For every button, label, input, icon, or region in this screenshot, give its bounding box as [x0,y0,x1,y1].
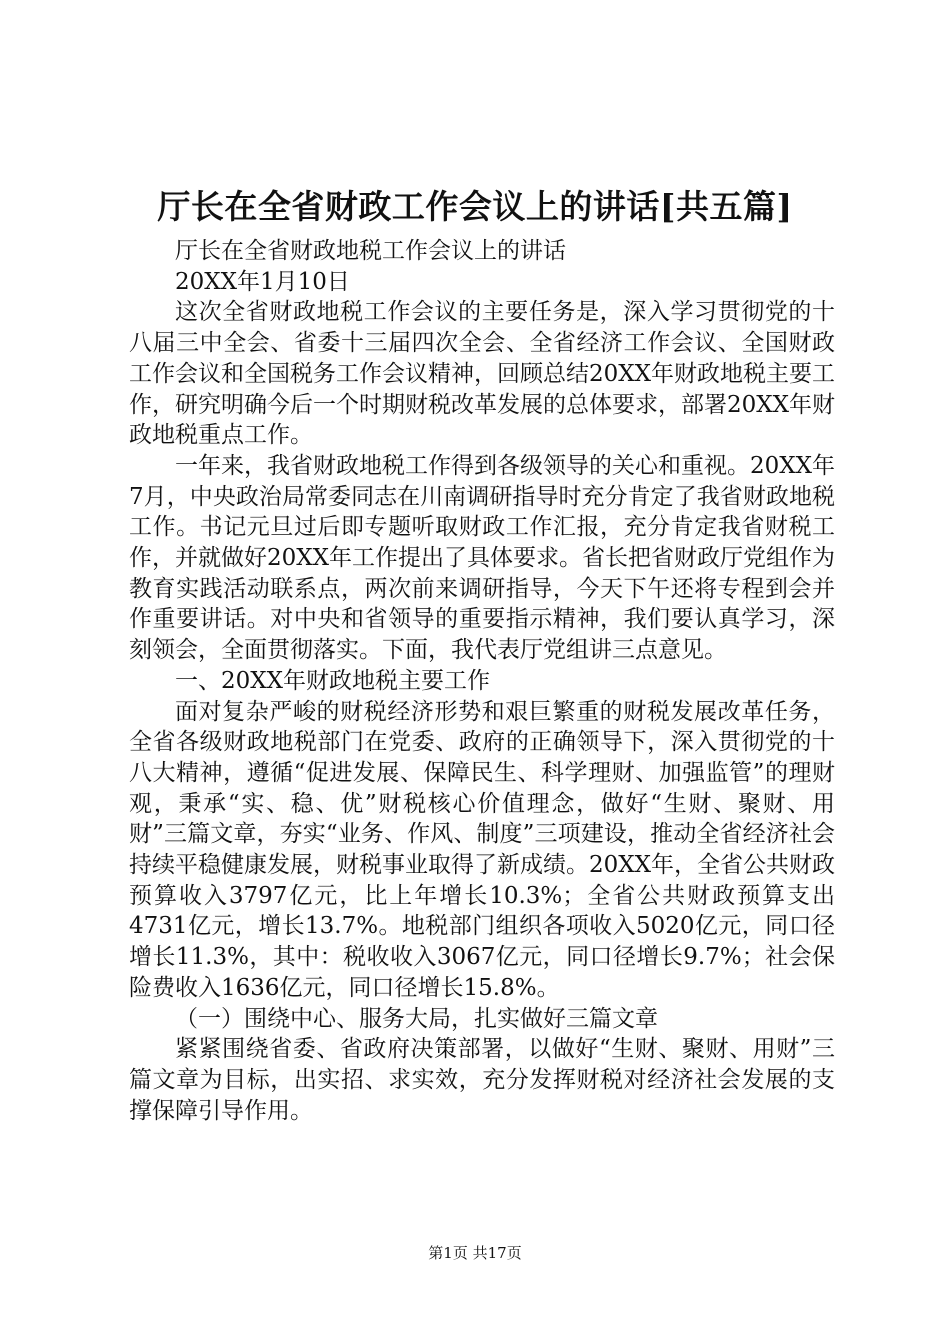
section-heading-1: 一、20XX年财政地税主要工作 [175,667,491,694]
speech-subtitle: 厅长在全省财政地税工作会议上的讲话 [175,238,566,264]
document-body [129,236,835,1126]
document-title: 厅长在全省财政工作会议上的讲话[共五篇] [157,187,793,226]
paragraph-intro: 这次全省财政地税工作会议的主要任务是，深入学习贯彻党的十八届三中全会、省委十三届四次全会、全省经济工作会议、全国财政工作会议和全国税务工作会议精神，回顾总结20XX年财政地税主要工作，研究明确今后一个时期财税改革发展的总体要求，部署20XX年财政地税重点工作。 [129,299,836,449]
subsection-heading-1: （一）围绕中心、服务大局，扎实做好三篇文章 [175,1005,658,1032]
paragraph-achievements: 面对复杂严峻的财税经济形势和艰巨繁重的财税发展改革任务，全省各级财政地税部门在党委、政府的正确领导下，深入贯彻党的十八大精神，遵循“促进发展、保障民生、科学理财、加强监管”的理财观，秉承“实、稳、优”财税核心价值理念，做好“生财、聚财、用财”三篇文章，夯实“业务、作风、制度”三项建设，推动全省经济社会持续平稳健康发展，财税事业取得了新成绩。20XX年，全省公共财政预算收入3797亿元，比上年增长10.3%；全省公共财政预算支出4731亿元，增长13.7%。地税部门组织各项收入5020亿元，同口径增长11.3%，其中：税收收入3067亿元，同口径增长9.7%；社会保险费收入1636亿元，同口径增长15.8%。 [129,698,836,1001]
paragraph-subsection-1: 紧紧围绕省委、省政府决策部署，以做好“生财、聚财、用财”三篇文章为目标，出实招、求实效，充分发挥财税对经济社会发展的支撑保障引导作用。 [129,1036,835,1124]
speech-date: 20XX年1月10日 [175,268,350,295]
page-footer: 第1页 共17页 [428,1244,522,1262]
paragraph-review: 一年来，我省财政地税工作得到各级领导的关心和重视。20XX年7月，中央政治局常委同志在川南调研指导时充分肯定了我省财政地税工作。书记元旦过后即专题听取财政工作汇报，充分肯定我省财税工作，并就做好20XX年工作提出了具体要求。省长把省财政厅党组作为教育实践活动联系点，两次前来调研指导，今天下午还将专程到会并作重要讲话。对中央和省领导的重要指示精神，我们要认真学习，深刻领会，全面贯彻落实。下面，我代表厅党组讲三点意见。 [129,452,836,664]
